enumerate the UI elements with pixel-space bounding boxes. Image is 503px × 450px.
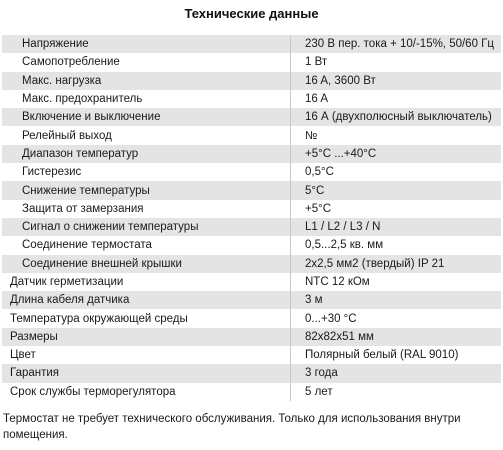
table-row	[2, 200, 501, 218]
spec-label: Цвет	[2, 346, 291, 364]
table-row	[2, 383, 501, 401]
table-row	[2, 90, 501, 108]
spec-value: 0...+30 °C	[291, 309, 502, 327]
spec-label: Срок службы терморегулятора	[2, 383, 291, 401]
page-title: Технические данные	[184, 6, 319, 21]
spec-value: 16 A	[291, 90, 502, 108]
spec-value: 16 А (двухполюсный выключатель)	[291, 108, 502, 126]
spec-value: 5 лет	[291, 383, 502, 401]
table-row	[2, 364, 501, 382]
table-row	[2, 236, 501, 254]
spec-label: Соединение внешней крышки	[2, 255, 291, 273]
spec-label: Макс. нагрузка	[2, 72, 291, 90]
table-row	[2, 309, 501, 327]
table-row	[2, 273, 501, 291]
table-row	[2, 163, 501, 181]
table-row	[2, 346, 501, 364]
spec-label: Датчик герметизации	[2, 273, 291, 291]
spec-value: 230 В пер. тока + 10/-15%, 50/60 Гц	[291, 35, 502, 53]
spec-label: Диапазон температур	[2, 145, 291, 163]
spec-value: +5°C	[291, 200, 502, 218]
specs-table	[2, 35, 501, 401]
table-row	[2, 53, 501, 71]
spec-label: Соединение термостата	[2, 236, 291, 254]
spec-label: Снижение температуры	[2, 181, 291, 199]
spec-value: 0,5...2,5 кв. мм	[291, 236, 502, 254]
spec-value: 5°C	[291, 181, 502, 199]
spec-value: +5°C ...+40°C	[291, 145, 502, 163]
table-row	[2, 35, 501, 53]
spec-value: 3 м	[291, 291, 502, 309]
spec-label: Защита от замерзания	[2, 200, 291, 218]
table-row	[2, 181, 501, 199]
maintenance-note: Термостат не требует технического обслуживания. Только для использования внутри помещения.	[3, 413, 461, 441]
spec-value: 2x2,5 мм2 (твердый) IP 21	[291, 255, 502, 273]
spec-value: №	[291, 126, 502, 144]
specs-table-body	[2, 35, 501, 401]
spec-label: Релейный выход	[2, 126, 291, 144]
table-row	[2, 145, 501, 163]
table-row	[2, 291, 501, 309]
spec-label: Гарантия	[2, 364, 291, 382]
spec-label: Самопотребление	[2, 53, 291, 71]
spec-label: Макс. предохранитель	[2, 90, 291, 108]
spec-label: Напряжение	[2, 35, 291, 53]
table-row	[2, 328, 501, 346]
spec-value: NTC 12 кОм	[291, 273, 502, 291]
spec-label: Сигнал о снижении температуры	[2, 218, 291, 236]
spec-value: 16 A, 3600 Вт	[291, 72, 502, 90]
table-row	[2, 126, 501, 144]
spec-label: Включение и выключение	[2, 108, 291, 126]
table-row	[2, 255, 501, 273]
spec-value: 0,5°C	[291, 163, 502, 181]
spec-value: 82x82x51 мм	[291, 328, 502, 346]
spec-label: Размеры	[2, 328, 291, 346]
table-row	[2, 218, 501, 236]
spec-label: Гистерезис	[2, 163, 291, 181]
spec-value: 1 Вт	[291, 53, 502, 71]
spec-value: L1 / L2 / L3 / N	[291, 218, 502, 236]
spec-value: Полярный белый (RAL 9010)	[291, 346, 502, 364]
table-row	[2, 108, 501, 126]
spec-label: Температура окружающей среды	[2, 309, 291, 327]
table-row	[2, 72, 501, 90]
spec-label: Длина кабеля датчика	[2, 291, 291, 309]
spec-value: 3 года	[291, 364, 502, 382]
